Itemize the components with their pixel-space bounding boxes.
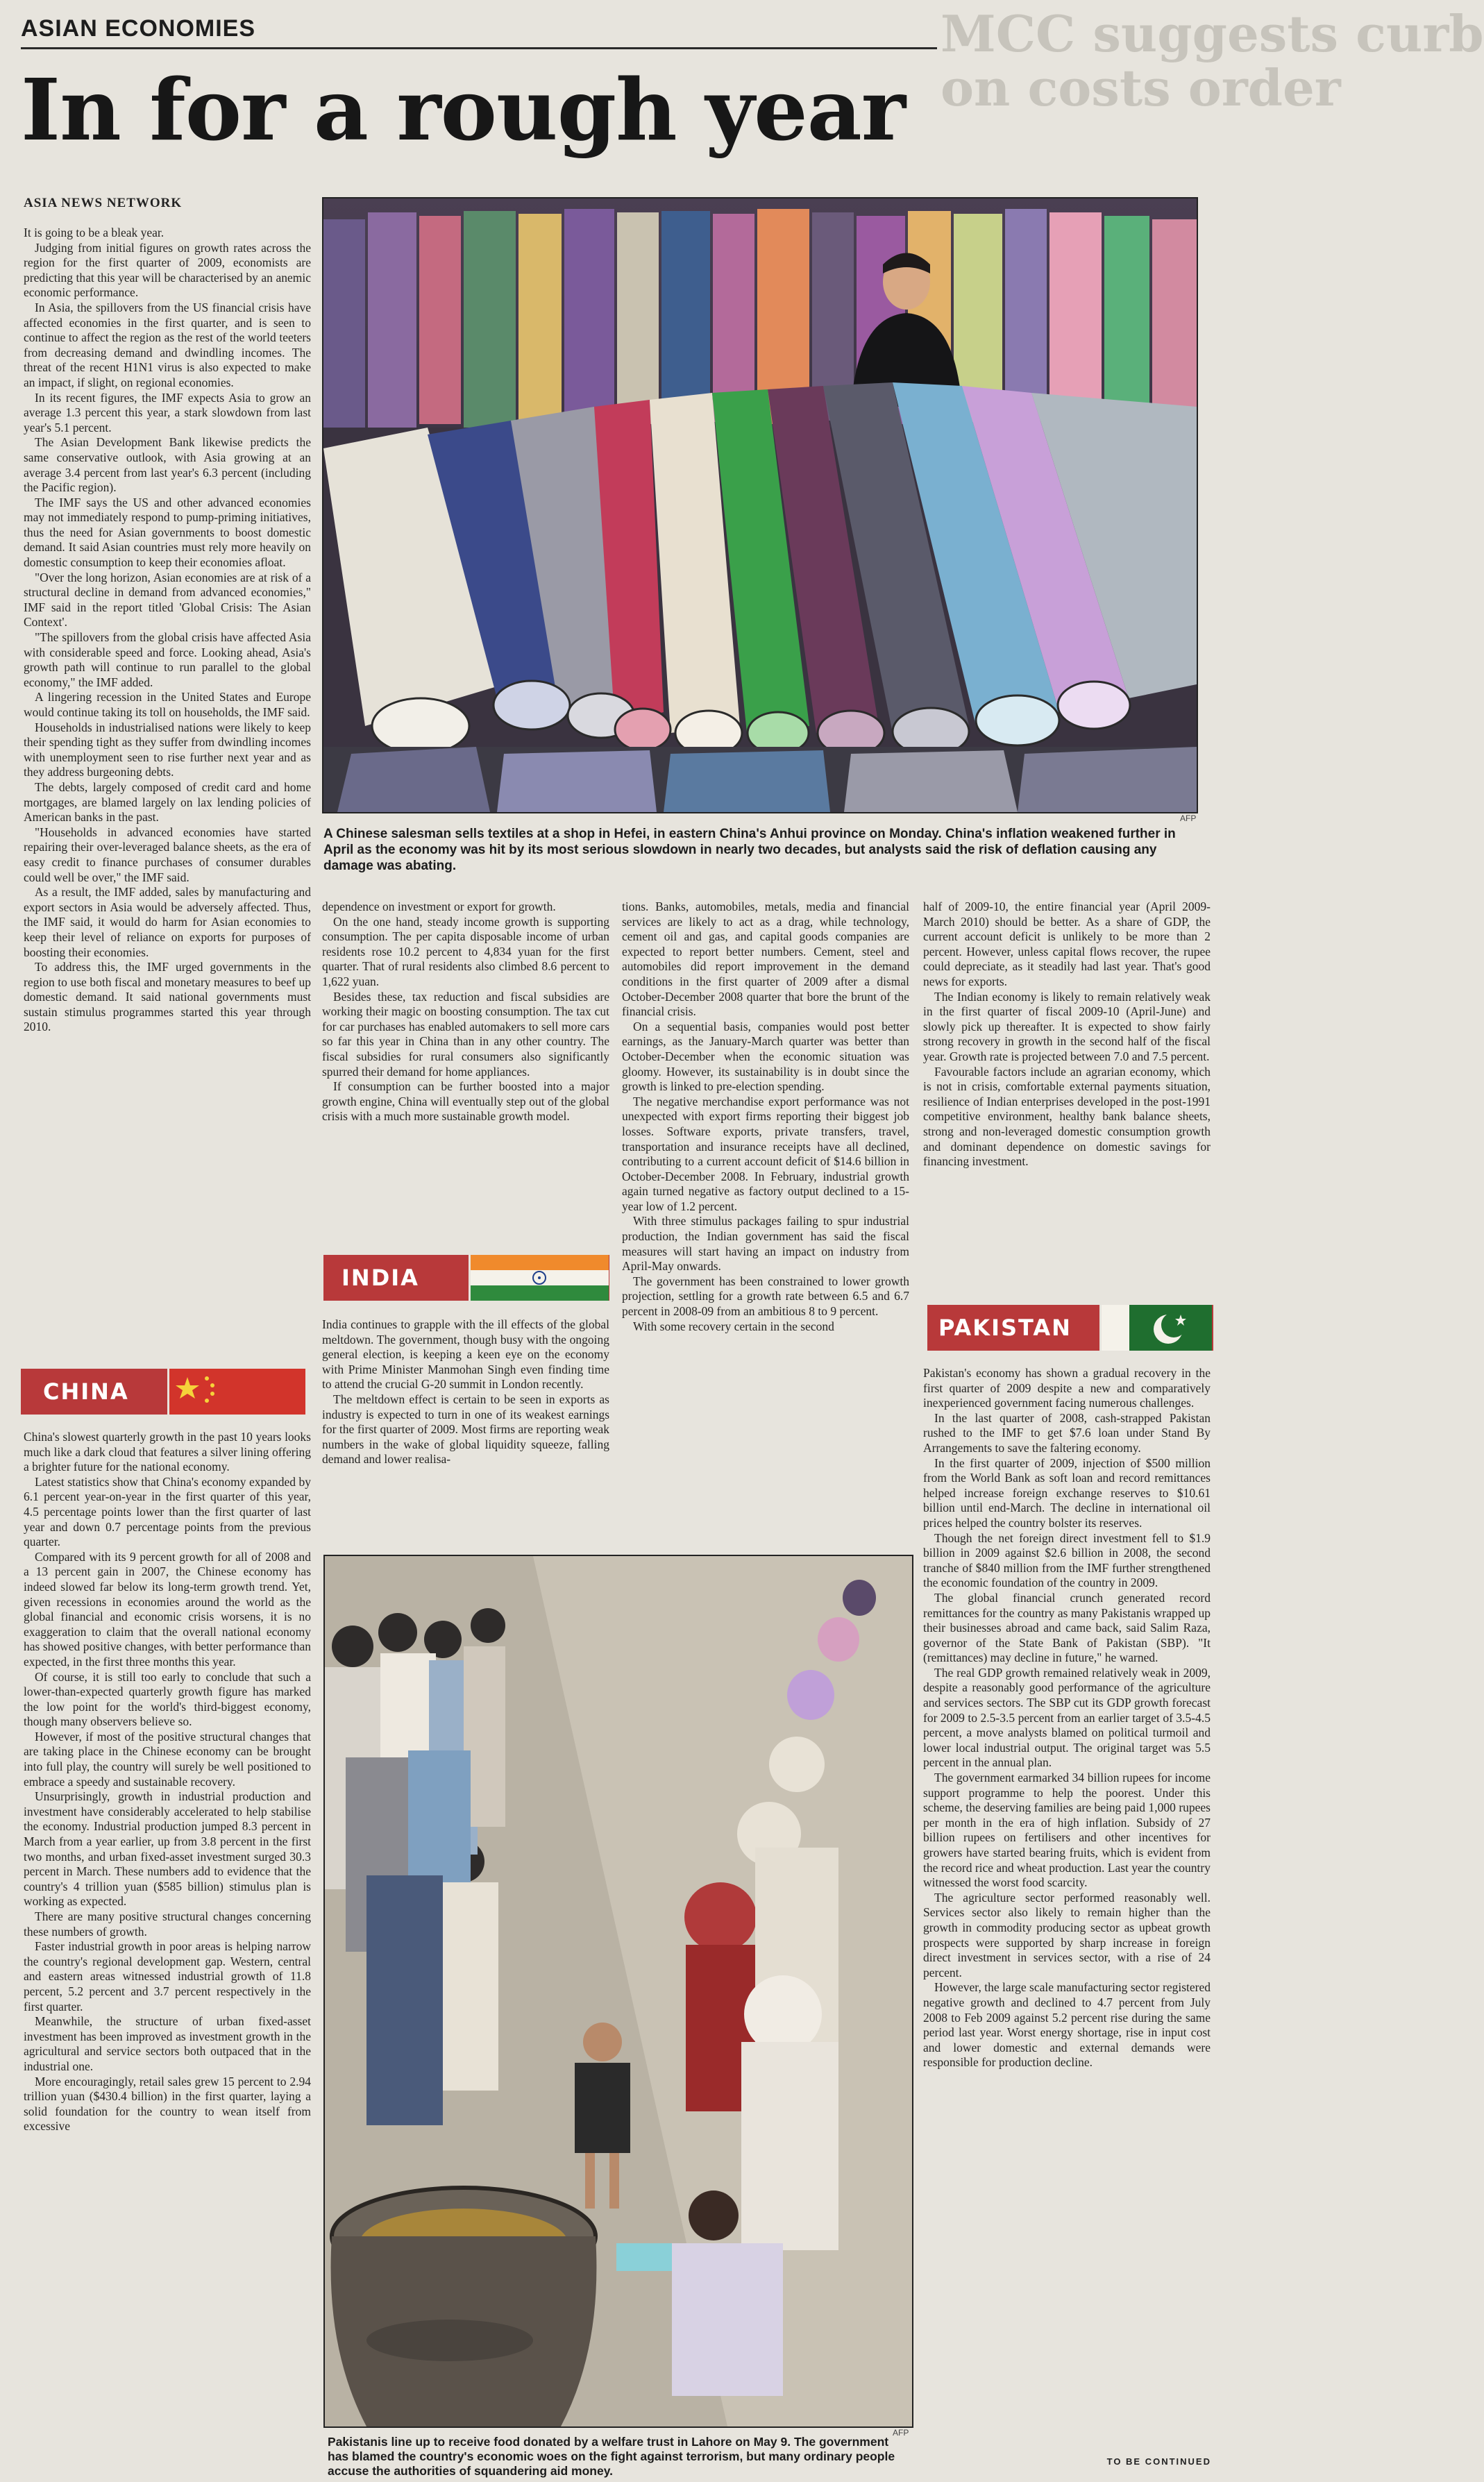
paragraph: tions. Banks, automobiles, metals, media and financial services are likely to act as a drag, while technology, cement oil and gas, and capital goods companies are expected to report better numbers. Cement, steel and automobiles did report improvement in the demand conditions in the first quarter of 2009 after a dismal October-December 2008 quarter that bore the brunt of the financial crisis. — [622, 900, 909, 1019]
paragraph: Households in industrialised nations were likely to keep their spending tight as they suffer from dwindling incomes with unemployment seen to rise further next year and as they address burgeoning debts. — [24, 720, 311, 779]
china-banner — [21, 1369, 305, 1415]
paragraph: However, if most of the positive structural changes that are taking place in the Chinese economy can be brought into full play, the country will surely be well positioned to embrace a speedy and sustainable recovery. — [24, 1729, 311, 1789]
paragraph: The debts, largely composed of credit card and home mortgages, are blamed largely on lax lending policies of American banks in the past. — [24, 779, 311, 825]
paragraph: Compared with its 9 percent growth for all of 2008 and a 13 percent gain in 2007, the Chinese economy has indeed slowed far below its long-term growth trend. Yet, given recessions in economies around the world as the global financial and economic crisis worsens, it is no exaggeration to claim that the overall national economy has showed positive changes, with better performance than expected, in the first three months this year. — [24, 1549, 311, 1669]
paragraph: Latest statistics show that China's economy expanded by 6.1 percent year-on-year in the first quarter of this year, 4.5 percentage points lower than the first quarter of last year and down 0.7 percentage points from the previous quarter. — [24, 1474, 311, 1549]
paragraph: In Asia, the spillovers from the US financial crisis have affected economies in the first quarter, and is seen to continue to affect the region as the rest of the world teeters from decreasing demand and dwindling incomes. The threat of the recent H1N1 virus is also expected to make an impact, if slight, on regional economies. — [24, 300, 311, 389]
paragraph: The agriculture sector performed reasonably well. Services sector also likely to remain higher than the growth in commodity producing sector as upbeat growth prospects were supported by sharp increase in foreign direct investment in services sector, with a rise of 24 percent. — [923, 1890, 1211, 1979]
china-flag — [167, 1369, 305, 1415]
ghost-bleed-text: MCC suggests curb on costs order — [941, 4, 1484, 117]
paragraph: Faster industrial growth in poor areas is helping narrow the country's regional development gap. Western, central and eastern areas witnessed industrial growth of 11.8 percent, 5.2 percent and 3.7 percent respectively in the first quarter. — [24, 1939, 311, 2014]
paragraph: In its recent figures, the IMF expects Asia to grow an average 1.3 percent this year, a stark slowdown from last year's 5.1 percent. — [24, 390, 311, 434]
column-2-text — [322, 900, 609, 1237]
paragraph: If consumption can be further boosted into a major growth engine, China will eventually step out of the global crisis with a much more sustainable growth model. — [322, 1079, 609, 1124]
china-banner-label: CHINA — [43, 1378, 129, 1405]
china-section-text — [24, 1430, 311, 2474]
pakistan-banner-label: PAKISTAN — [938, 1315, 1072, 1341]
india-banner-label: INDIA — [342, 1265, 419, 1291]
paragraph: Unsurprisingly, growth in industrial production and investment have considerably accelerated to help stabilise the economy. Industrial production jumped 8.3 percent in March from a year earlier, up from 3.8 percent in the first two months, and urban fixed-asset investment surged 30.3 percent in March. These numbers add to evidence that the country's 4 trillion yuan ($585 billion) stimulus plan is working as expected. — [24, 1789, 311, 1909]
paragraph: There are many positive structural changes concerning these numbers of growth. — [24, 1909, 311, 1939]
paragraph: Of course, it is still too early to conclude that such a lower-than-expected quarterly growth figure has marked the low point for the world's third-biggest economy, though many observers believe so. — [24, 1669, 311, 1729]
paragraph: The negative merchandise export performance was not unexpected with export firms reporting their biggest job losses. Software exports, private transfers, travel, transportation and insurance receipts have all declined, contributing to a current account deficit of $14.6 billion in October-December 2008. In February, industrial growth again turned negative as factory output declined to a 15-year low of 1.2 percent. — [622, 1094, 909, 1213]
section-rule — [21, 47, 937, 49]
paragraph: It is going to be a bleak year. — [24, 226, 165, 239]
paragraph: With some recovery certain in the second — [633, 1319, 834, 1333]
pakistan-banner — [927, 1305, 1213, 1351]
paragraph: Judging from initial figures on growth rates across the region for the first quarter of 2009, economists are predicting that this year will be characterised by an anemic economic performance. — [24, 240, 311, 300]
paragraph: The real GDP growth remained relatively weak in 2009, despite a reasonably good performance of the agriculture and services sectors. The SBP cut its GDP growth forecast for 2009 to 2.5-3.5 percent from an earlier target of 3.5-4.5 percent, a move analysts blamed on political turmoil and lower local industrial output. The original target was 5.5 percent in the annual plan. — [923, 1665, 1211, 1770]
paragraph: In the first quarter of 2009, injection of $500 million from the World Bank as soft loan and record remittances helped increase foreign exchange reserves to $10.61 billion until end-March. The decline in international oil prices helped the country bolster its reserves. — [923, 1455, 1211, 1530]
paragraph: The global financial crunch generated record remittances for the country as many Pakistanis wrapped up their businesses abroad and came back, said Salim Raza, governor of the State Bank of Pakistan (SBP). "It (remittances) may decline in future," he warned. — [923, 1590, 1211, 1665]
paragraph: Besides these, tax reduction and fiscal subsidies are working their magic on boosting consumption. The tax cut for car purchases has enabled automakers to sell more cars so far this year in China than in any other country. The fiscal subsidies for rural consumers also significantly spurred their demand for home appliances. — [322, 989, 609, 1079]
paragraph: The Asian Development Bank likewise predicts the same conservative outlook, with Asia growing at an average 3.4 percent from last year's 6.3 percent (including the Pacific region). — [24, 435, 311, 495]
paragraph: The IMF says the US and other advanced economies may not immediately respond to pump-priming initiatives, thus the need for Asian governments to boost domestic demand. It said Asian countries must rely more heavily on domestic consumption to keep their economies afloat. — [24, 495, 311, 570]
paragraph: The meltdown effect is certain to be seen in exports as industry is expected to turn in one of its weakest earnings for the first quarter of 2009. Most firms are reporting weak numbers in the wake of global liquidity squeeze, falling demand and lower realisa- — [322, 1392, 609, 1467]
pakistan-flag — [1099, 1305, 1213, 1351]
photo2-caption: Pakistanis line up to receive food donated by a welfare trust in Lahore on May 9. The government has blamed the country's economic woes on the fight against terrorism, but many ordinary people accuse the authorities of squandering aid money. — [328, 2435, 895, 2478]
photo-textile-shop — [322, 197, 1198, 813]
paragraph: A lingering recession in the United States and Europe would continue taking its toll on households, the IMF said. — [24, 690, 311, 719]
pakistan-section-text — [923, 1366, 1211, 2466]
column-3-text — [622, 900, 909, 1545]
paragraph: To address this, the IMF urged governments in the region to use both fiscal and monetary measures to beef up domestic demand. It said national governments must sustain stimulus programmes started this year through 2010. — [24, 960, 311, 1034]
paragraph: China's slowest quarterly growth in the past 10 years looks much like a dark cloud that features a silver lining offering a brighter future for the national economy. — [24, 1430, 311, 1474]
pakistan-flag-crescent-icon — [1102, 1305, 1212, 1351]
paragraph: India continues to grapple with the ill effects of the global meltdown. The government, though busy with the ongoing general election, is keeping a keen eye on the economy with Prime Minister Manmohan Singh even finding time to attend the crucial G-20 summit in London recently. — [322, 1317, 609, 1392]
paragraph: Favourable factors include an agrarian economy, which is not in crisis, comfortable external payments situation, resilience of Indian enterprises developed in the post-1991 competitive environment, healthy bank balance sheets, strong and non-leveraged domestic consumption growth and dominant dependence on domestic savings for financing investment. — [923, 1064, 1211, 1169]
byline: ASIA NEWS NETWORK — [24, 196, 183, 210]
paragraph: As a result, the IMF added, sales by manufacturing and export sectors in Asia would be adversely affected. Thus, the IMF said, it would do harm for Asian economies to keep their level of reliance on exports for purposes of boosting their economies. — [24, 885, 311, 959]
column-4-text — [923, 900, 1211, 1290]
paragraph: However, the large scale manufacturing sector registered negative growth and declined to 4.7 percent from July 2008 to Feb 2009 against 5.2 percent rise during the same period last year. Worst energy shortage, rise in input cost and lower domestic and external demands were responsible for production decline. — [923, 1980, 1211, 2070]
paragraph: Pakistan's economy has shown a gradual recovery in the first quarter of 2009 despite a new and comparatively inexperienced government facing numerous challenges. — [923, 1366, 1211, 1410]
paragraph: On the one hand, steady income growth is supporting consumption. The per capita disposable income of urban residents rose 10.2 percent to 4,834 yuan for the first quarter. That of rural residents also climbed 8.6 percent to 1,622 yuan. — [322, 914, 609, 988]
paragraph: The Indian economy is likely to remain relatively weak in the first quarter of fiscal 2009-10 (April-June) and slowly pick up thereafter. It is expected to show fairly strong recovery in growth in the second half of the fiscal year. Growth rate is projected between 7.0 and 7.5 percent. — [923, 989, 1211, 1063]
paragraph: Meanwhile, the structure of urban fixed-asset investment has been improved as investment growth in the agricultural and service sectors both outpaced that in the industrial one. — [24, 2014, 311, 2073]
paragraph: On a sequential basis, companies would post better earnings, as the January-March quarter was better than October-December when the economic situation was gloomy. However, its sustainability is in doubt since the growth is linked to pre-election spending. — [622, 1019, 909, 1094]
paragraph: The government has been constrained to lower growth projection, settling for a growth rate between 6.5 and 6.7 percent in 2008-09 from an ambitious 8 to 9 percent. — [622, 1274, 909, 1319]
paragraph: "The spillovers from the global crisis have affected Asia with considerable speed and force. Looking ahead, Asia's growth path will continue to run parallel to the global economy," the IMF added. — [24, 630, 311, 689]
paragraph: With three stimulus packages failing to spur industrial production, the Indian government has said the fiscal measures will start having an impact on industry from April-May onwards. — [622, 1214, 909, 1274]
paragraph: Though the net foreign direct investment fell to $1.9 billion in 2009 against $2.6 billion in 2008, the second tranche of $840 million from the IMF further strengthened the economic foundation of the country in 2009. — [923, 1530, 1211, 1590]
to-be-continued: TO BE CONTINUED — [1106, 2456, 1211, 2467]
india-flag — [469, 1255, 609, 1301]
photo1-credit: AFP — [1180, 813, 1197, 823]
paragraph: More encouragingly, retail sales grew 15 percent to 2.94 trillion yuan ($430.4 billion) in the first quarter, laying a solid foundation for the country to wean itself from excessive — [24, 2074, 311, 2134]
photo-food-line — [323, 1555, 913, 2428]
india-section-text — [322, 1317, 609, 1546]
photo2-credit: AFP — [893, 2428, 909, 2438]
headline: In for a rough year — [21, 60, 906, 160]
india-flag-chakra-icon — [471, 1255, 609, 1301]
paragraph: In the last quarter of 2008, cash-strapped Pakistan rushed to the IMF to get $7.6 loan under Stand By Arrangements to save the faltering economy. — [923, 1410, 1211, 1455]
india-banner — [323, 1255, 609, 1301]
photo1-caption: A Chinese salesman sells textiles at a shop in Hefei, in eastern China's Anhui province on Monday. China's inflation weakened further in April as the economy was hit by its most serious slowdown in nearly two decades, but analysts said the risk of deflation causing any damage was abating. — [323, 827, 1176, 873]
column-1-intro — [24, 226, 311, 1357]
paragraph: "Households in advanced economies have started repairing their over-leveraged balance sheets, as the era of easy credit to finance purchases of consumer durables could well be over," the IMF said. — [24, 825, 311, 884]
china-flag-star-icon — [169, 1369, 305, 1415]
paragraph: The government earmarked 34 billion rupees for income support programme to help the poorest. Under this scheme, the deserving families are being paid 1,000 rupees per month in the era of high inflation. Subsidy of 27 billion rupees on fertilisers and other incentives for growers have started bearing fruits, which is evident from the record rice and wheat production. Last year the country witnessed the worst food scarcity. — [923, 1771, 1211, 1890]
paragraph: half of 2009-10, the entire financial year (April 2009-March 2010) should be better. As a share of GDP, the current account deficit is unlikely to be more than 2 percent. However, unless capital flows recover, the rupee could depreciate, as it steadily had last year. That's good news for exports. — [923, 900, 1211, 988]
paragraph: "Over the long horizon, Asian economies are at risk of a structural decline in demand from advanced economies," IMF said in the report titled 'Global Crisis: The Asian Context'. — [24, 570, 311, 630]
section-label: ASIAN ECONOMIES — [21, 15, 256, 42]
paragraph: dependence on investment or export for growth. — [322, 900, 556, 913]
